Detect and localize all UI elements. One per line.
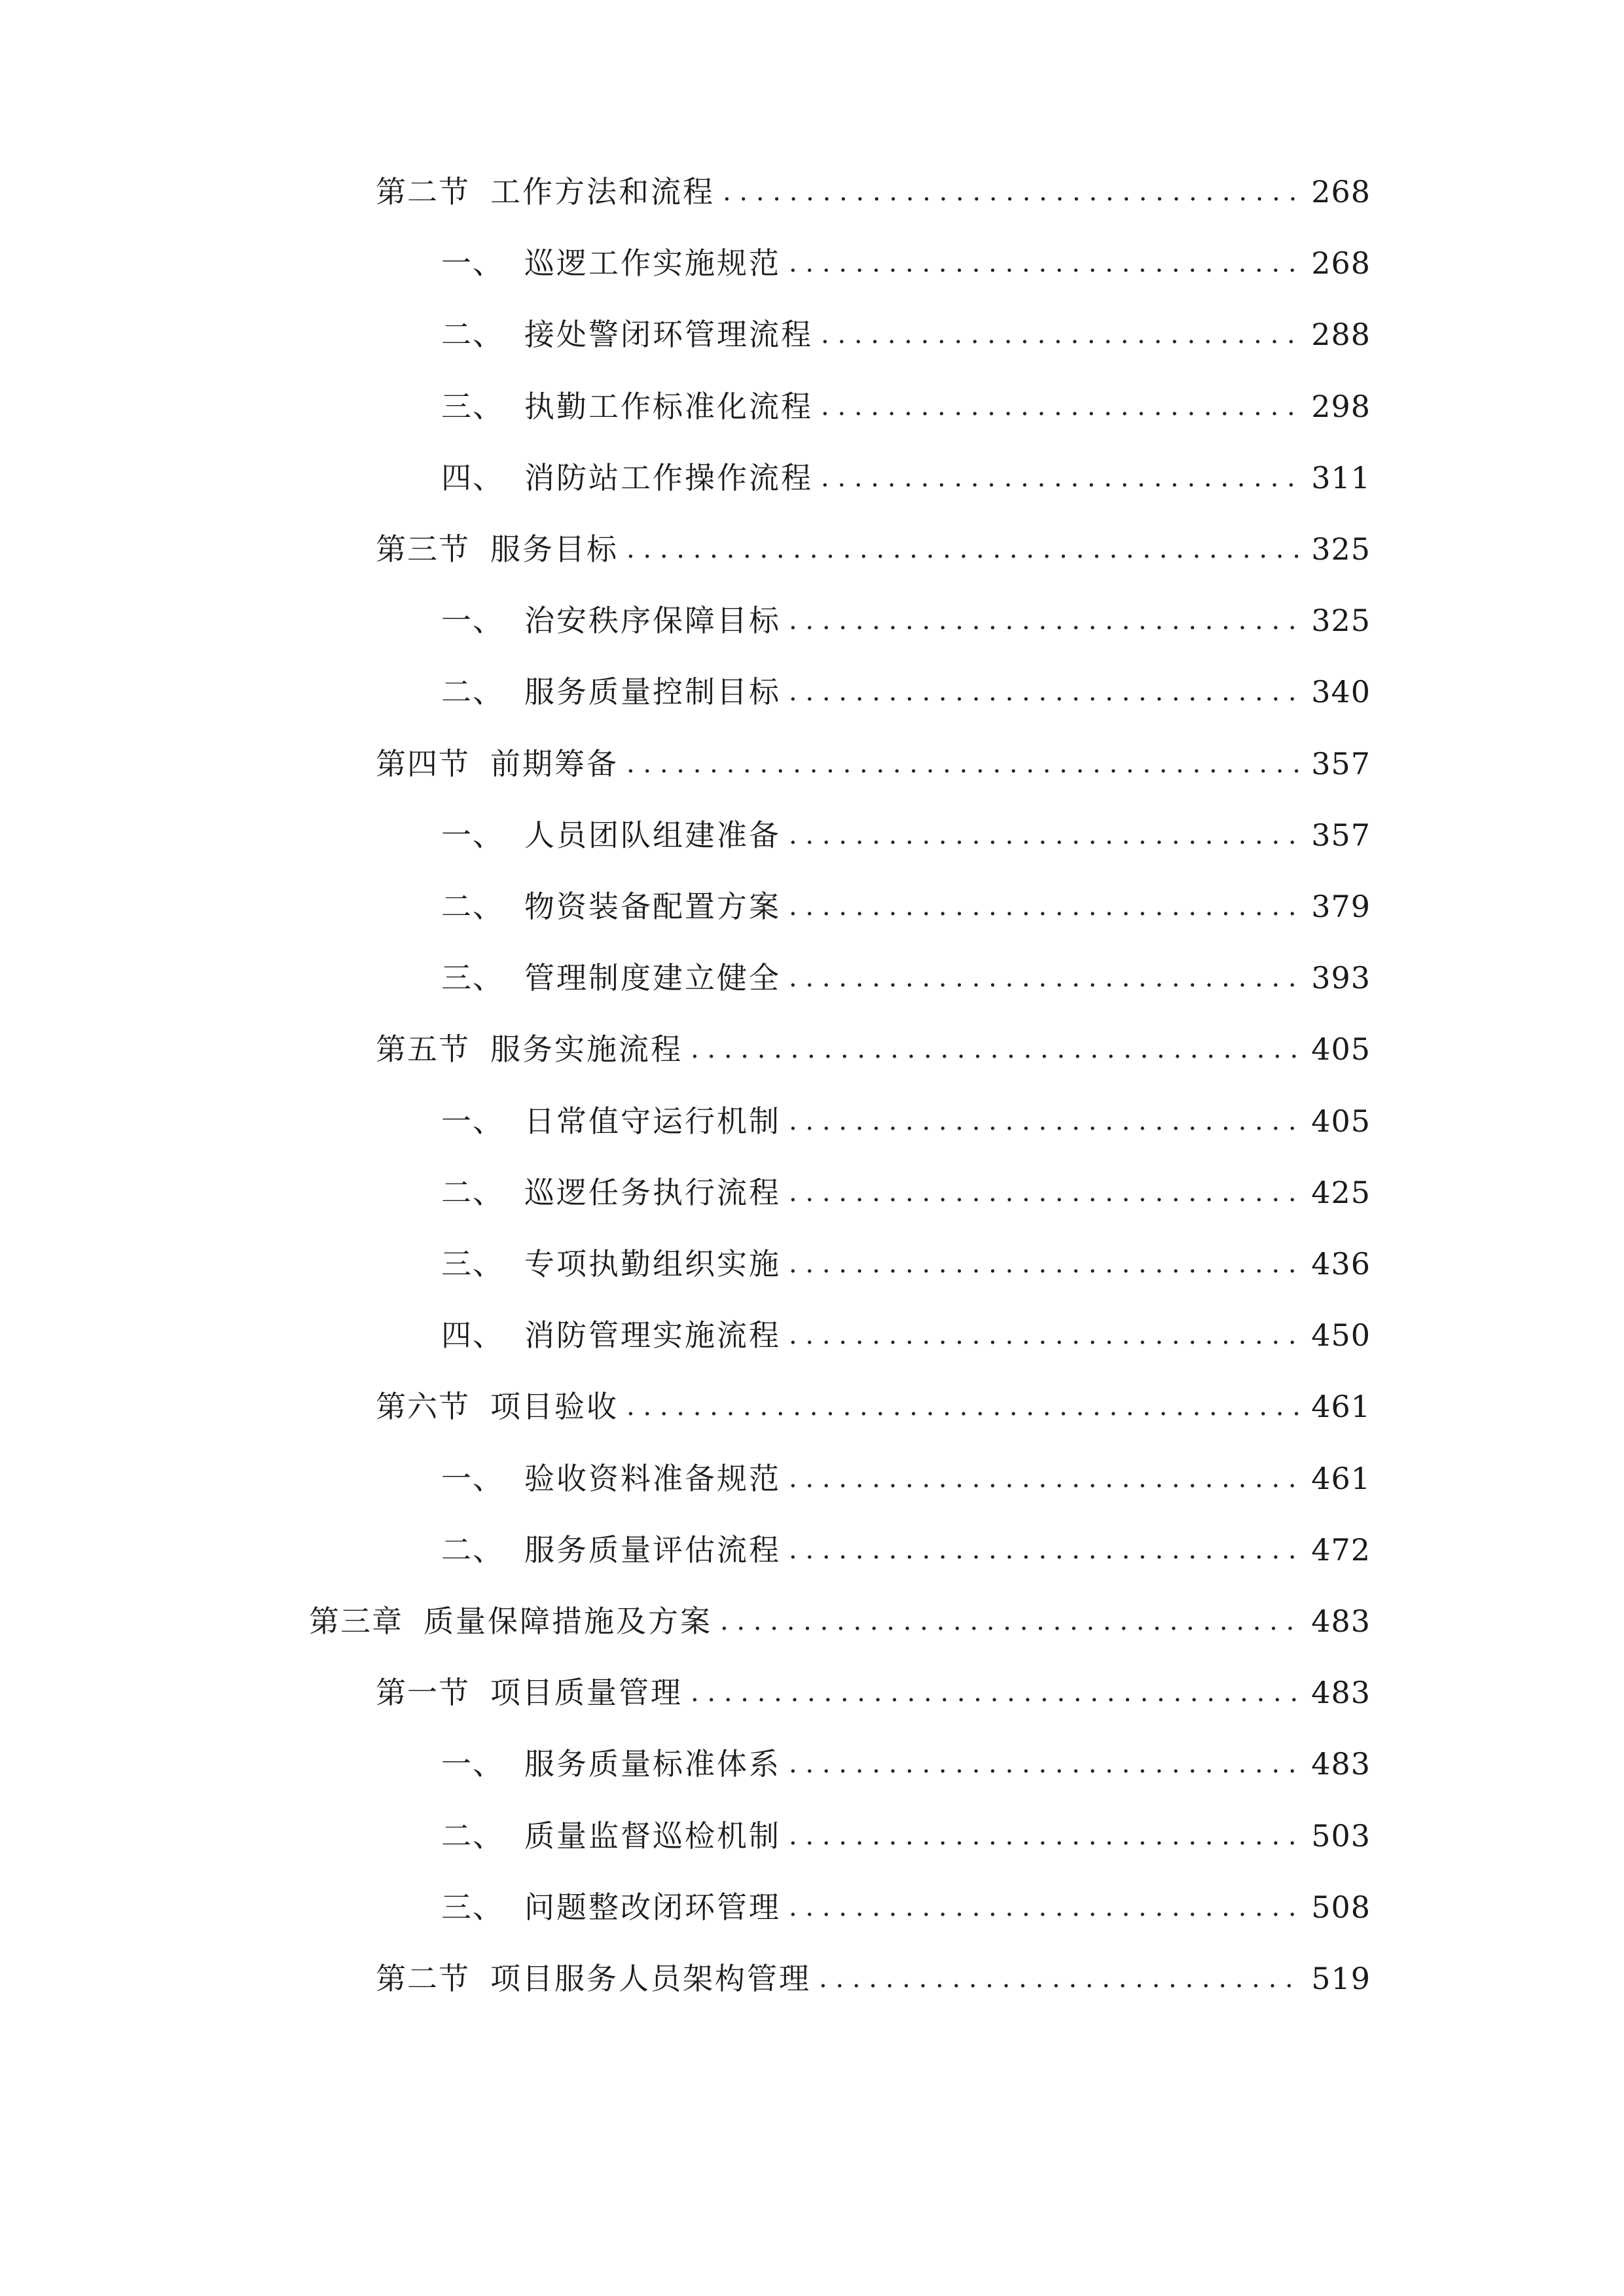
toc-entry-page-number: 298 (1311, 388, 1371, 424)
toc-entry-number: 三、 (441, 1889, 504, 1925)
toc-dot-leader (789, 1810, 1303, 1862)
toc-entry[interactable] (441, 1810, 1371, 1862)
toc-entry-title: 物资装备配置方案 (524, 889, 781, 924)
toc-entry[interactable] (376, 523, 1371, 575)
toc-entry-page-number: 288 (1311, 317, 1371, 353)
toc-entry[interactable] (441, 594, 1371, 647)
toc-entry-page-number: 503 (1311, 1818, 1371, 1854)
toc-entry-page-number: 340 (1311, 674, 1371, 710)
toc-entry-title: 服务质量控制目标 (524, 674, 781, 710)
toc-dot-leader (691, 1666, 1303, 1719)
toc-entry-number: 第二节 (376, 174, 470, 209)
toc-entry-title: 质量监督巡检机制 (524, 1818, 781, 1854)
toc-entry-page-number: 450 (1311, 1318, 1371, 1354)
toc-entry-title: 验收资料准备规范 (524, 1460, 781, 1496)
toc-entry-page-number: 405 (1311, 1103, 1371, 1139)
toc-entry-page-number: 325 (1311, 603, 1371, 639)
toc-entry-title: 服务质量标准体系 (524, 1746, 781, 1782)
toc-entry-number: 一、 (441, 1746, 504, 1782)
toc-entry-page-number: 461 (1311, 1389, 1371, 1425)
toc-entry-page-number: 357 (1311, 745, 1371, 781)
toc-dot-leader (626, 1380, 1303, 1433)
toc-entry[interactable] (441, 880, 1371, 933)
toc-entry-title: 巡逻任务执行流程 (524, 1174, 781, 1210)
toc-entry-number: 二、 (441, 1174, 504, 1210)
toc-entry-number: 第四节 (376, 745, 470, 781)
toc-dot-leader (789, 594, 1303, 647)
toc-entry-number: 二、 (441, 1818, 504, 1854)
toc-entry-number: 第六节 (376, 1389, 470, 1425)
toc-entry-number: 一、 (441, 817, 504, 853)
toc-entry-page-number: 311 (1311, 459, 1371, 495)
toc-entry[interactable] (441, 1881, 1371, 1933)
toc-entry[interactable] (376, 1666, 1371, 1719)
toc-entry-number: 一、 (441, 245, 504, 281)
toc-entry-title: 消防管理实施流程 (524, 1318, 781, 1354)
toc-entry[interactable] (441, 1238, 1371, 1290)
toc-entry[interactable] (441, 1309, 1371, 1361)
toc-entry-number: 一、 (441, 1103, 504, 1139)
toc-dot-leader (789, 1881, 1303, 1933)
toc-entry-title: 项目服务人员架构管理 (490, 1961, 811, 1996)
toc-dot-leader (789, 1738, 1303, 1790)
toc-entry-page-number: 405 (1311, 1031, 1371, 1067)
toc-dot-leader (626, 738, 1303, 790)
toc-entry[interactable] (441, 952, 1371, 1004)
toc-entry-number: 二、 (441, 317, 504, 353)
toc-entry[interactable] (376, 166, 1371, 218)
toc-entry[interactable] (441, 1095, 1371, 1147)
toc-entry-page-number: 325 (1311, 531, 1371, 567)
toc-entry-page-number: 379 (1311, 889, 1371, 924)
toc-dot-leader (789, 880, 1303, 933)
toc-dot-leader (789, 666, 1303, 718)
toc-dot-leader (789, 1452, 1303, 1505)
toc-entry[interactable] (441, 380, 1371, 433)
toc-entry-page-number: 472 (1311, 1532, 1371, 1568)
toc-dot-leader (789, 809, 1303, 861)
toc-entry[interactable] (441, 308, 1371, 361)
toc-entry-number: 二、 (441, 1532, 504, 1568)
toc-dot-leader (723, 166, 1303, 218)
toc-entry-title: 治安秩序保障目标 (524, 603, 781, 639)
toc-entry-title: 消防站工作操作流程 (524, 459, 813, 495)
toc-entry-number: 三、 (441, 388, 504, 424)
toc-dot-leader (626, 523, 1303, 575)
toc-entry-title: 服务目标 (490, 531, 619, 567)
toc-entry-number: 三、 (441, 960, 504, 996)
toc-entry[interactable] (441, 1166, 1371, 1219)
toc-dot-leader (789, 1309, 1303, 1361)
toc-entry[interactable] (376, 1023, 1371, 1075)
toc-entry-title: 巡逻工作实施规范 (524, 245, 781, 281)
toc-entry[interactable] (441, 809, 1371, 861)
toc-entry-title: 工作方法和流程 (490, 174, 715, 209)
toc-dot-leader (789, 1524, 1303, 1576)
toc-entry-title: 问题整改闭环管理 (524, 1889, 781, 1925)
toc-entry-number: 四、 (441, 459, 504, 495)
toc-entry[interactable] (441, 1738, 1371, 1790)
toc-dot-leader (789, 1095, 1303, 1147)
toc-entry-page-number: 508 (1311, 1889, 1371, 1925)
toc-entry-title: 项目质量管理 (490, 1675, 683, 1711)
toc-entry-title: 服务实施流程 (490, 1031, 683, 1067)
toc-entry-title: 项目验收 (490, 1389, 619, 1425)
toc-entry-title: 质量保障措施及方案 (424, 1604, 712, 1639)
toc-entry-title: 接处警闭环管理流程 (524, 317, 813, 353)
toc-entry-number: 二、 (441, 674, 504, 710)
toc-entry-page-number: 357 (1311, 817, 1371, 853)
toc-dot-leader (819, 1952, 1303, 2005)
toc-entry-number: 二、 (441, 889, 504, 924)
toc-dot-leader (821, 380, 1303, 433)
toc-entry-number: 一、 (441, 1460, 504, 1496)
toc-dot-leader (720, 1595, 1303, 1647)
toc-entry-number: 第五节 (376, 1031, 470, 1067)
toc-dot-leader (789, 952, 1303, 1004)
toc-dot-leader (789, 1166, 1303, 1219)
toc-entry-page-number: 483 (1311, 1675, 1371, 1711)
toc-entry[interactable] (441, 452, 1371, 504)
toc-entry-number: 第二节 (376, 1961, 470, 1996)
toc-entry-page-number: 436 (1311, 1246, 1371, 1282)
toc-entry-number: 第三节 (376, 531, 470, 567)
toc-entry[interactable] (441, 237, 1371, 289)
toc-entry[interactable] (441, 666, 1371, 718)
toc-dot-leader (789, 1238, 1303, 1290)
toc-entry-page-number: 425 (1311, 1174, 1371, 1210)
toc-entry-page-number: 268 (1311, 245, 1371, 281)
toc-entry[interactable] (309, 1595, 1371, 1647)
toc-dot-leader (789, 237, 1303, 289)
toc-entry-title: 前期筹备 (490, 745, 619, 781)
toc-entry-number: 四、 (441, 1318, 504, 1354)
toc-entry-page-number: 483 (1311, 1604, 1371, 1639)
toc-dot-leader (691, 1023, 1303, 1075)
toc-entry-number: 一、 (441, 603, 504, 639)
toc-dot-leader (821, 308, 1303, 361)
toc-entry-page-number: 519 (1311, 1961, 1371, 1996)
toc-entry-page-number: 483 (1311, 1746, 1371, 1782)
toc-entry-title: 日常值守运行机制 (524, 1103, 781, 1139)
toc-entry[interactable] (376, 1952, 1371, 2005)
toc-entry-number: 第三章 (309, 1604, 403, 1639)
toc-entry[interactable] (376, 1380, 1371, 1433)
toc-entry[interactable] (441, 1524, 1371, 1576)
toc-entry[interactable] (441, 1452, 1371, 1505)
toc-entry-title: 人员团队组建准备 (524, 817, 781, 853)
toc-entry-page-number: 393 (1311, 960, 1371, 996)
toc-entry-number: 第一节 (376, 1675, 470, 1711)
toc-entry-title: 管理制度建立健全 (524, 960, 781, 996)
toc-dot-leader (821, 452, 1303, 504)
toc-entry-number: 三、 (441, 1246, 504, 1282)
toc-entry-title: 专项执勤组织实施 (524, 1246, 781, 1282)
toc-entry-title: 执勤工作标准化流程 (524, 388, 813, 424)
toc-entry-title: 服务质量评估流程 (524, 1532, 781, 1568)
toc-entry-page-number: 268 (1311, 174, 1371, 209)
toc-entry[interactable] (376, 738, 1371, 790)
toc-entry-page-number: 461 (1311, 1460, 1371, 1496)
